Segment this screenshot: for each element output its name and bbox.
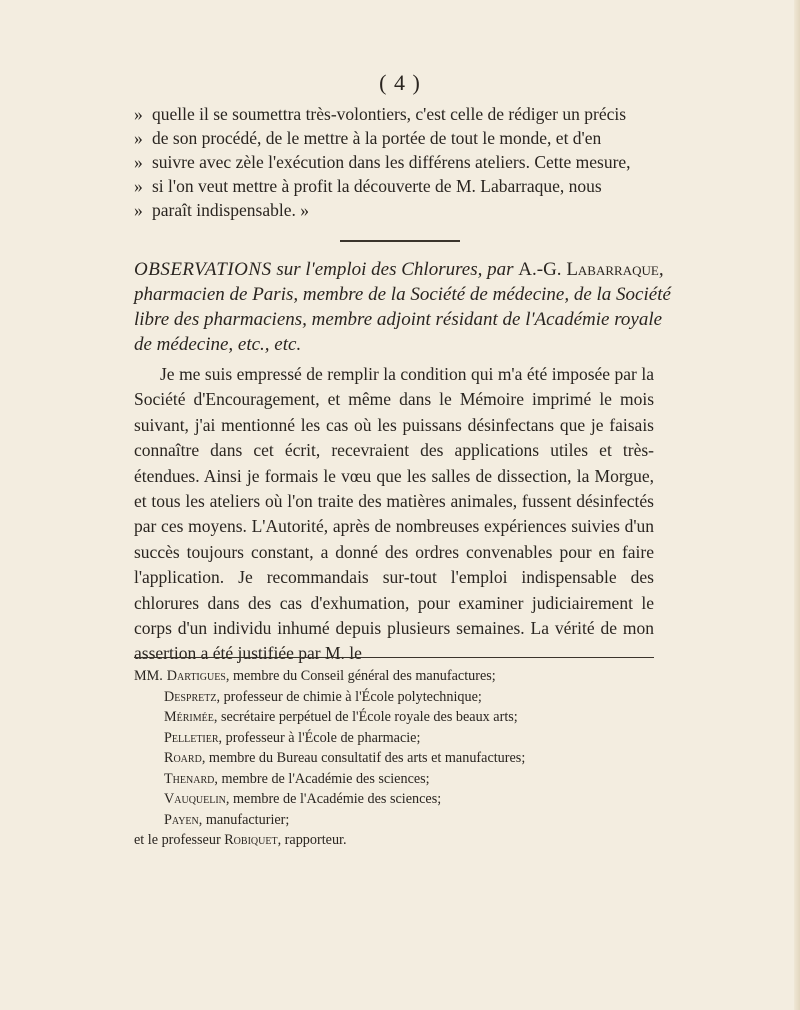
quote-mark: » bbox=[134, 152, 143, 172]
footnote-line: et le professeur Robiquet, rapporteur. bbox=[134, 832, 347, 848]
page-edge bbox=[794, 0, 800, 1010]
footnote-divider bbox=[134, 657, 654, 658]
quote-line: » quelle il se soumettra très-volontiers, c'est celle de rédiger un précis bbox=[134, 104, 627, 124]
rapporteur-name: Robiquet bbox=[224, 832, 278, 848]
quote-line: » si l'on veut mettre à profit la découverte de M. Labarraque, nous bbox=[134, 176, 602, 196]
footnote-line: MM. Dartigues, membre du Conseil général des manufactures; bbox=[134, 668, 496, 684]
quote-mark: » bbox=[134, 200, 143, 220]
body-text bbox=[134, 362, 654, 667]
footnote-line: Pelletier, professeur à l'École de pharmacie; bbox=[164, 729, 421, 746]
title-lead: OBSERVATIONS bbox=[134, 259, 272, 280]
footnote-line: Mérimée, secrétaire perpétuel de l'École royale des beaux arts; bbox=[164, 709, 518, 725]
quote-line: » suivre avec zèle l'exécution dans les différens ateliers. Cette mesure, bbox=[134, 152, 631, 172]
quote-line: » de son procédé, de le mettre à la portée de tout le monde, et d'en bbox=[134, 128, 602, 148]
quote-mark: » bbox=[134, 128, 143, 148]
quotation-block bbox=[134, 102, 664, 222]
footnote-line: Thenard, membre de l'Académie des sciences; bbox=[164, 770, 430, 787]
quote-line: » paraît indispensable. » bbox=[134, 200, 309, 220]
footnote-line: Roard, membre du Bureau consultatif des arts et manufactures; bbox=[164, 750, 526, 766]
quote-mark: » bbox=[134, 176, 143, 196]
footnote-lead: MM. bbox=[134, 668, 163, 684]
section-divider bbox=[340, 240, 460, 242]
footnote-line: Despretz, professeur de chimie à l'École polytechnique; bbox=[164, 688, 482, 705]
author-name: Labarraque bbox=[566, 259, 659, 280]
article-title: OBSERVATIONS sur l'emploi des Chlorures, par A.-G. Labarraque, pharmacien de Paris, membre de la Société de médecine, de la Société libre des pharmaciens, membre adjoint résidant de l'Académie royale de médecine, etc., etc. bbox=[134, 259, 671, 355]
page-number: ( 4 ) bbox=[379, 70, 421, 95]
footnote-line: Payen, manufacturier; bbox=[164, 811, 290, 828]
quote-mark: » bbox=[134, 104, 143, 124]
author-initials: A.-G. bbox=[518, 259, 562, 280]
footnote-line: Vauquelin, membre de l'Académie des sciences; bbox=[164, 791, 442, 807]
paragraph: Je me suis empressé de remplir la condition qui m'a été imposée par la Société d'Encouragement, et même dans le Mémoire imprimé le mois suivant, j'ai mentionné les cas où les puissans désinfectans que je faisais connaître dans cet écrit, recevraient des applications utiles et très-étendues. Ainsi je formais le vœu que les salles de dissection, la Morgue, et tous les ateliers où l'on traite des matières animales, fussent désinfectés par ces moyens. L'Autorité, après de nombreuses expériences suivies d'un succès toujours constant, a donné des ordres convenables pour en faire l'application. Je recommandais sur-tout l'emploi indispensable des chlorures dans des cas d'exhumation, pour examiner judiciairement le corps d'un individu inhumé depuis plusieurs semaines. La vérité de mon assertion a été justifiée par M. le bbox=[134, 364, 654, 664]
footnotes bbox=[134, 666, 654, 851]
